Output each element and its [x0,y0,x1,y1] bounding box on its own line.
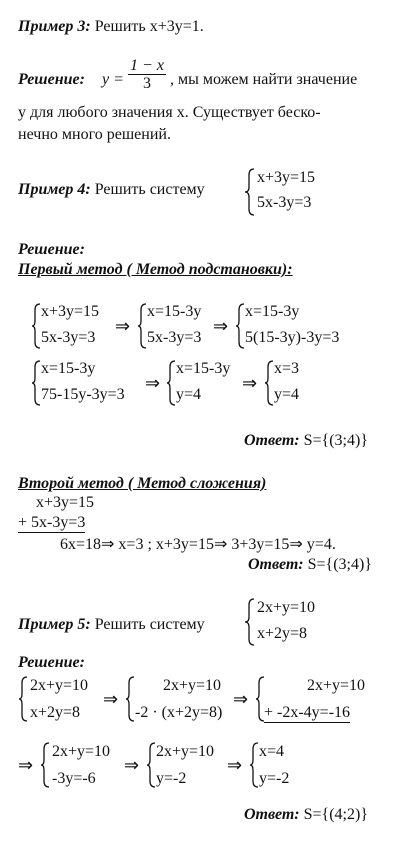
answer-label: Ответ: [248,556,304,573]
fraction-denominator: 3 [143,75,151,92]
equation: 5x-3y=3 [41,329,96,346]
solution-1-rest: , мы можем найти значение [170,71,358,88]
example-3-label: Пример 3: [18,18,91,35]
method-2-title: Второй метод ( Метод сложения) [18,475,267,492]
equation: -3y=-6 [52,770,96,787]
equation: 2x+y=10 [163,677,222,694]
equation: x=15-3y [41,360,96,377]
equation: + -2x-4y=-16 [264,704,351,721]
equation: 75-15y-3y=3 [41,386,125,403]
solution-1-label: Решение: [18,71,85,88]
brace-icon [235,302,245,350]
solution-2-label: Решение: [18,241,85,258]
equation: x=3 [274,360,300,377]
m1-answer [244,433,368,449]
example-5-label: Пример 5: [18,616,91,633]
example-4-label: Пример 4: [18,181,91,198]
brace-icon [249,741,259,789]
equation: x+2y=8 [30,704,81,721]
m2-answer [248,557,372,573]
brace-icon [166,359,176,407]
solution-1-line3: нечно много решений. [18,126,171,143]
brace-icon [244,597,256,647]
implies-arrow: ⇒ [124,755,140,775]
equation: x=4 [259,743,285,760]
answer-value: S={(4;2)} [303,806,369,823]
equation: x+3y=15 [41,303,100,320]
implies-arrow: ⇒ [233,689,249,709]
equation: 2x+y=10 [52,743,111,760]
implies-arrow: ⇒ [18,755,34,775]
equation: x=15-3y [176,360,231,377]
equation: y=-2 [259,770,290,787]
equation: y=4 [274,386,300,403]
brace-icon [18,675,28,723]
brace-icon [31,359,41,407]
brace-icon [146,741,156,789]
brace-icon [244,167,256,217]
example-4-text: Решить систему [94,181,205,198]
answer-label: Ответ: [244,432,300,449]
equation: 5(15-3y)-3y=3 [245,329,340,346]
brace-icon [31,302,41,350]
solution-3-label: Решение: [18,654,85,671]
example-4-eq2: 5x-3y=3 [257,194,312,211]
answer-value: S={(3;4)} [307,556,373,573]
implies-arrow: ⇒ [103,689,119,709]
m2-line-1: x+3y=15 [36,494,95,511]
method-1-title: Первый метод ( Метод подстановки): [18,261,293,278]
implies-arrow: ⇒ [115,316,131,336]
fraction-numerator: 1 − x [130,57,164,74]
s3-answer [244,807,368,823]
equation: y=-2 [156,770,187,787]
example-3-text: Решить x+3y=1. [94,18,204,35]
equation: 2x+y=10 [307,677,366,694]
example-4-eq1: x+3y=15 [257,169,316,186]
brace-icon [264,359,274,407]
solution-1-fraction [128,58,166,93]
example-5-text: Решить систему [94,616,205,633]
brace-icon [125,675,135,723]
equation: y=4 [176,386,202,403]
equation: x=15-3y [147,303,202,320]
equation: -2 · (x+2y=8) [135,704,223,721]
solution-1-y: y = [102,71,124,88]
m2-line-3: 6x=18⇒ x=3 ; x+3y=15⇒ 3+3y=15⇒ y=4. [60,536,336,553]
equation: x=15-3y [245,303,300,320]
implies-arrow: ⇒ [242,373,258,393]
equation: 2x+y=10 [156,743,215,760]
implies-arrow: ⇒ [227,755,243,775]
example-3 [18,19,204,35]
implies-arrow: ⇒ [145,373,161,393]
equation: 5x-3y=3 [147,329,202,346]
solution-1-line2: у для любого значения х. Существует беско- [18,104,321,121]
example-5-eq2: x+2y=8 [257,625,308,642]
example-4 [18,182,205,198]
brace-icon [40,741,50,789]
m2-line-2: + 5x-3y=3 [18,514,86,531]
equation: 2x+y=10 [30,677,89,694]
answer-value: S={(3;4)} [303,432,369,449]
implies-arrow: ⇒ [213,316,229,336]
answer-label: Ответ: [244,806,300,823]
example-5-eq1: 2x+y=10 [257,599,316,616]
example-5 [18,617,205,633]
brace-icon [137,302,147,350]
